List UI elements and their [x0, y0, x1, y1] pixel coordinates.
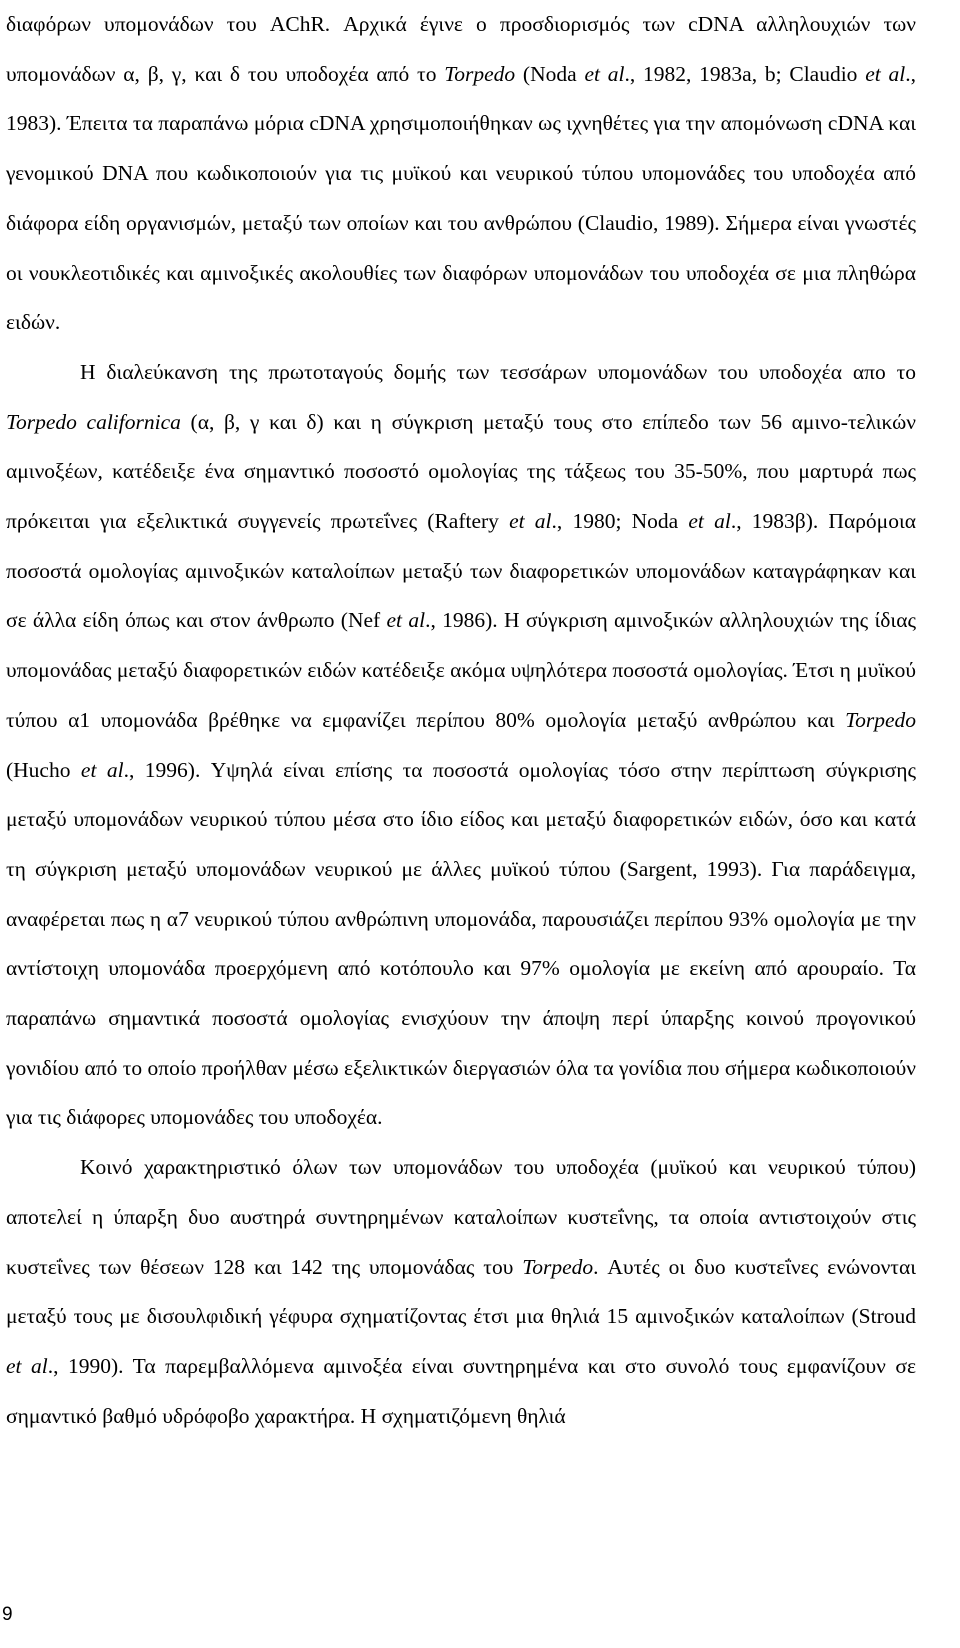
italic-text-segment: et al — [865, 61, 906, 86]
text-segment: . Αυτές οι δυο κυστεΐνες ενώνονται μεταξύ τους με δισουλφιδική γέφυρα σχηματίζοντας έτσι μια θηλιά 15 αμινοξικών καταλοίπων (Stroud — [6, 1254, 916, 1329]
italic-text-segment: et al — [6, 1353, 48, 1378]
paragraph-2 — [6, 348, 916, 1143]
text-segment: ., 1983β). Παρόμοια ποσοστά ομολογίας αμινοξικών καταλοίπων μεταξύ των διαφορετικών υπομονάδων καταγράφηκαν και σε άλλα είδη όπως και στον άνθρωπο (Nef — [6, 509, 917, 633]
italic-text-segment: Torpedo californica — [6, 409, 181, 434]
italic-text-segment: et al — [386, 608, 426, 633]
italic-text-segment: et al — [584, 61, 625, 86]
text-segment: ., 1990). Τα παρεμβαλλόμενα αμινοξέα είναι συντηρημένα και στο συνολό τους εμφανίζουν σε σημαντικό βαθμό υδρόφοβο χαρακτήρα. Η σχηματιζόμενη θηλιά — [6, 1353, 916, 1428]
text-segment: (Hucho — [6, 757, 81, 782]
text-segment: ., 1996). Υψηλά είναι επίσης τα ποσοστά ομολογίας τόσο στην περίπτωση σύγκρισης μεταξύ υπομονάδων νευρικού τύπου μέσα στο ίδιο είδος και μεταξύ διαφορετικών ειδών, όσο και κατά τη σύγκριση μεταξύ υπομονάδων νευρικού με άλλες μυϊκού τύπου (Sargent, 1993). Για παράδειγμα, αναφέρεται πως η α7 νευρικού τύπου ανθρώπινη υπομονάδα, παρουσιάζει περίπου 93% ομολογία με την αντίστοιχη υπομονάδα προερχόμενη από κοτόπουλο και 97% ομολογία με εκείνη από αρουραίο. Τα παραπάνω σημαντικά ποσοστά ομολογίας ενισχύουν την άποψη περί ύπαρξης κοινού προγονικού γονιδίου από το οποίο προήλθαν μέσω εξελικτικών διεργασιών όλα τα γονίδια που σήμερα κωδικοποιούν για τις διάφορες υπομονάδες του υποδοχέα. — [6, 757, 917, 1130]
body-text — [6, 0, 916, 1441]
text-segment: ., 1986). Η σύγκριση αμινοξικών αλληλουχιών της ίδιας υπομονάδας μεταξύ διαφορετικών ειδών κατέδειξε ακόμα υψηλότερα ποσοστά ομολογίας. Έτσι η μυϊκού τύπου α1 υπομονάδα βρέθηκε να εμφανίζει περίπου 80% ομολογία μεταξύ ανθρώπου και — [6, 608, 916, 732]
text-segment: Η διαλεύκανση της πρωτοταγούς δομής των τεσσάρων υπομονάδων του υποδοχέα απο το — [80, 359, 916, 384]
paragraph-3 — [6, 1143, 916, 1441]
italic-text-segment: et al — [80, 757, 124, 782]
italic-text-segment: Torpedo — [845, 707, 916, 732]
text-segment: ., 1983). Έπειτα τα παραπάνω μόρια cDNA χρησιμοποιήθηκαν ως ιχνηθέτες για την απομόνωση cDNA και γενομικού DNA που κωδικοποιούν για τις μυϊκού και νευρικού τύπου υπομονάδες του υποδοχέα από διάφορα είδη οργανισμών, μεταξύ των οποίων και του ανθρώπου (Claudio, 1989). Σήμερα είναι γνωστές οι νουκλεοτιδικές και αμινοξικές ακολουθίες των διαφόρων υπομονάδων του υποδοχέα σε μια πληθώρα ειδών. — [6, 61, 916, 335]
text-segment: (α, β, γ και δ) και η σύγκριση μεταξύ τους στο επίπεδο των 56 αμινο-τελικών αμινοξέων, κατέδειξε ένα σημαντικό ποσοστό ομολογίας της τάξεως του 35-50%, που μαρτυρά πως πρόκειται για εξελικτικά συγγενείς πρωτεΐνες (Raftery — [6, 409, 916, 534]
italic-text-segment: Torpedo — [444, 61, 516, 86]
page-number: 9 — [2, 1604, 13, 1625]
text-segment: ., 1980; Noda — [551, 509, 689, 534]
italic-text-segment: Torpedo — [522, 1254, 594, 1279]
text-segment: Κοινό χαρακτηριστικό όλων των υπομονάδων του υποδοχέα (μυϊκού και νευρικού τύπου) αποτελεί η ύπαρξη δυο αυστηρά συντηρημένων καταλοίπων κυστεΐνης, τα οποία αντιστοιχούν στις κυστεΐνες των θέσεων 128 και 142 της υπομονάδας του — [6, 1155, 916, 1279]
text-segment: διαφόρων υπομονάδων του AChR. Αρχικά έγινε ο προσδιορισμός των cDNA αλληλουχιών των υπομονάδων α, β, γ, και δ του υποδοχέα από το — [6, 12, 916, 86]
paragraph-1 — [6, 0, 916, 348]
italic-text-segment: et al — [688, 509, 731, 534]
italic-text-segment: et al — [509, 509, 552, 534]
text-segment: ., 1982, 1983a, b; Claudio — [624, 61, 866, 86]
text-segment: (Noda — [515, 61, 585, 86]
